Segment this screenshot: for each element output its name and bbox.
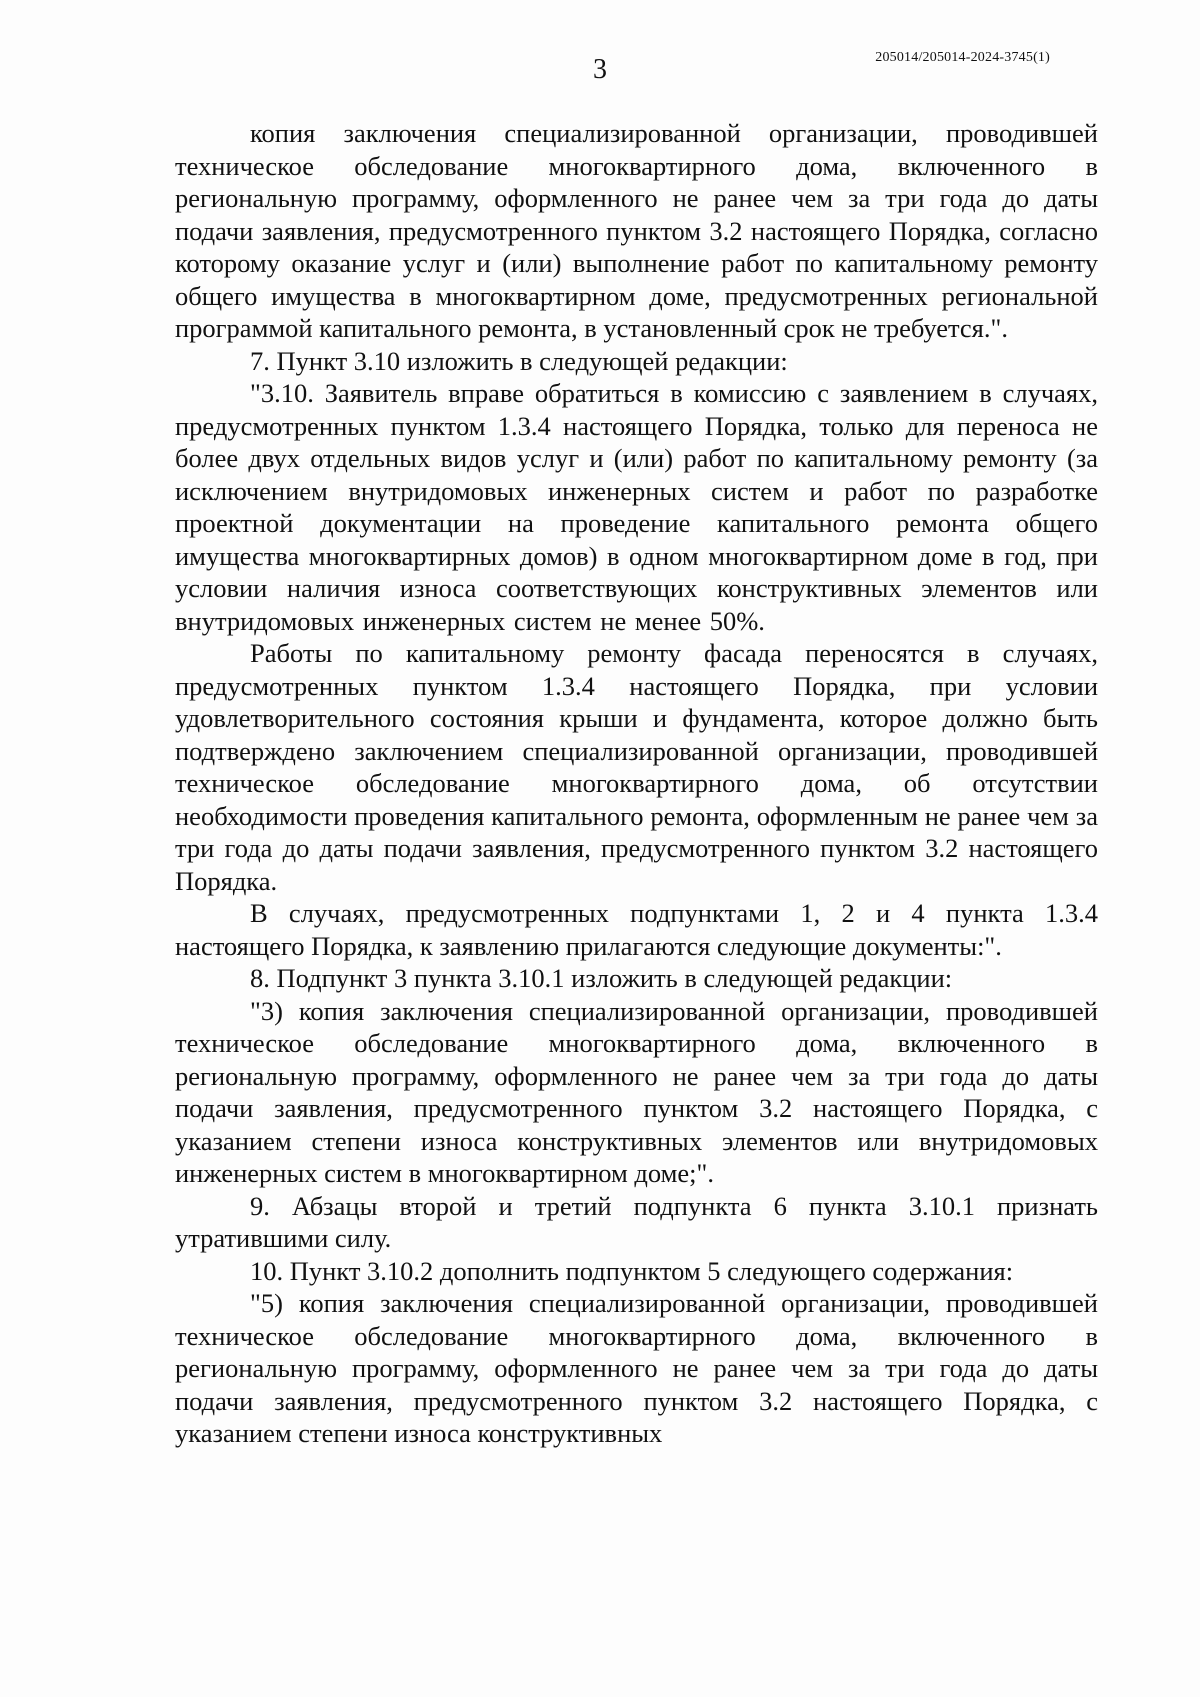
paragraph-facade-works: Работы по капитальному ремонту фасада переносятся в случаях, предусмотренных пунктом 1.3.4 настоящего Порядка, при условии удовлетворительного состояния крыши и фундамента, которое должно быть подтверждено заключением специализированной организации, проводившей техническое обследование многоквартирного дома, об отсутствии необходимости проведения капитального ремонта, оформленным не ранее чем за три года до даты подачи заявления, предусмотренного пунктом 3.2 настоящего Порядка. [175,638,1098,896]
paragraph-copy-conclusion: копия заключения специализированной организации, проводившей техническое обследование многоквартирного дома, включенного в региональную программу, оформленного не ранее чем за три года до даты подачи заявления, предусмотренного пунктом 3.2 настоящего Порядка, согласно которому оказание услуг и (или) выполнение работ по капитальному ремонту общего имущества в многоквартирном доме, предусмотренных региональной программой капитального ремонта, в установленный срок не требуется.". [175,118,1098,343]
paragraph-item-8: 8. Подпункт 3 пункта 3.10.1 изложить в следующей редакции: [250,963,953,993]
paragraph-subitem-5: "5) копия заключения специализированной организации, проводившей техническое обследование многоквартирного дома, включенного в региональную программу, оформленного не ранее чем за три года до даты подачи заявления, предусмотренного пунктом 3.2 настоящего Порядка, с указанием степени износа конструктивных [175,1288,1098,1448]
page-number: 3 [593,54,607,85]
paragraph-subitem-3: "3) копия заключения специализированной организации, проводившей техническое обследование многоквартирного дома, включенного в региональную программу, оформленного не ранее чем за три года до даты подачи заявления, предусмотренного пунктом 3.2 настоящего Порядка, с указанием степени износа конструктивных элементов или внутридомовых инженерных систем в многоквартирном доме;". [175,995,1098,1188]
paragraph-documents-list: В случаях, предусмотренных подпунктами 1, 2 и 4 пункта 1.3.4 настоящего Порядка, к заявлению прилагаются следующие документы:". [175,898,1098,961]
paragraph-clause-3-10: "3.10. Заявитель вправе обратиться в комиссию с заявлением в случаях, предусмотренных пунктом 1.3.4 настоящего Порядка, только для переноса не более двух отдельных видов услуг и (или) работ по капитальному ремонту (за исключением внутридомовых инженерных систем и работ по разработке проектной документации на проведение капитального ремонта общего имущества многоквартирных домов) в одном многоквартирном доме в год, при условии наличия износа соответствующих конструктивных элементов или внутридомовых инженерных систем не менее 50%. [175,378,1098,636]
document-id: 205014/205014-2024-3745(1) [875,50,1050,65]
paragraph-item-9: 9. Абзацы второй и третий подпункта 6 пункта 3.10.1 признать утратившими силу. [175,1190,1098,1253]
paragraph-item-10: 10. Пункт 3.10.2 дополнить подпунктом 5 следующего содержания: [250,1255,1014,1286]
paragraph-item-7: 7. Пункт 3.10 изложить в следующей редакции: [250,345,788,376]
document-body [175,117,1098,1450]
